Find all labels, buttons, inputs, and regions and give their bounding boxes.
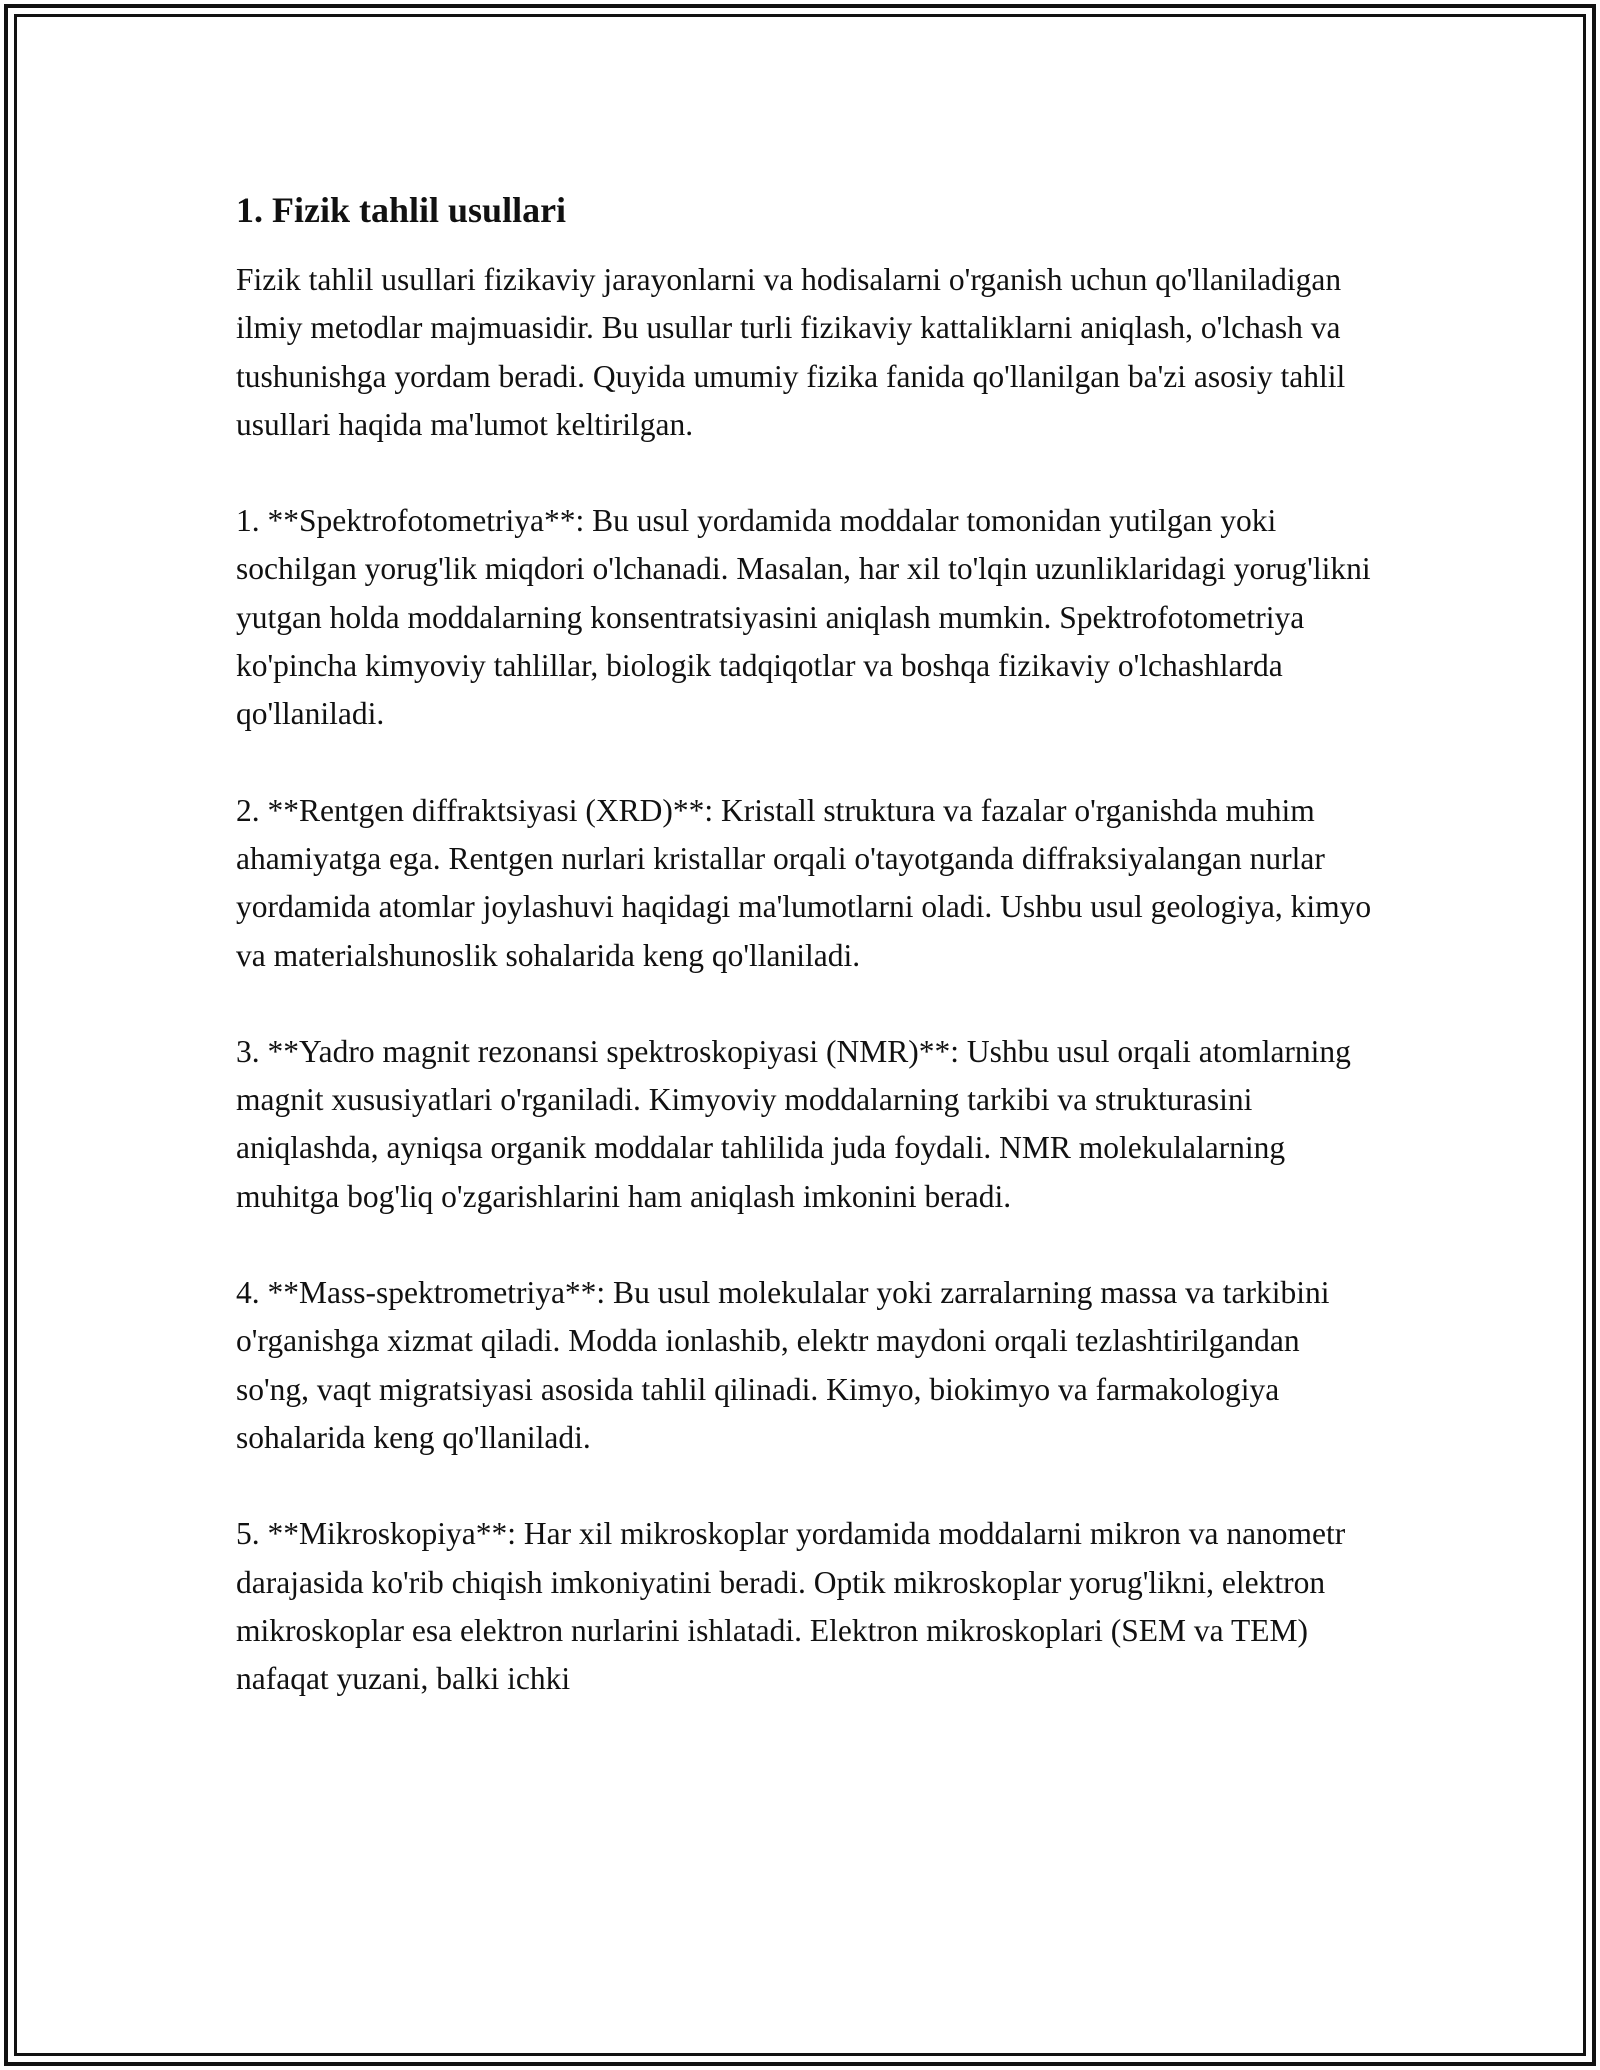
section-heading: 1. Fizik tahlil usullari — [236, 190, 567, 230]
method-xrd-paragraph: 2. **Rentgen diffraktsiyasi (XRD)**: Kristall struktura va fazalar o'rganishda muhim ahamiyatga ega. Rentgen nurlari kristallar orqali o'tayotganda diffraksiyalangan nurlar yordamida atomlar joylashuvi haqidagi ma'lumotlarni oladi. Ushbu usul geologiya, kimyo va materialshunoslik sohalarida keng qo'llaniladi. — [236, 792, 1372, 973]
method-mikroskopiya-paragraph: 5. **Mikroskopiya**: Har xil mikroskoplar yordamida moddalarni mikron va nanometr darajasida ko'rib chiqish imkoniyatini beradi. Optik mikroskoplar yorug'likni, elektron mikroskoplar esa elektron nurlarini ishlatadi. Elektron mikroskoplari (SEM va TEM) nafaqat yuzani, balki ichki — [236, 1516, 1346, 1697]
method-mass-spektrometriya-paragraph: 4. **Mass-spektrometriya**: Bu usul molekulalar yoki zarralarning massa va tarkibini o'rganishga xizmat qiladi. Modda ionlashib, elektr maydoni orqali tezlashtirilgandan so'ng, vaqt migratsiyasi asosida tahlil qilinadi. Kimyo, biokimyo va farmakologiya sohalarida keng qo'llaniladi. — [236, 1275, 1330, 1455]
intro-paragraph: Fizik tahlil usullari fizikaviy jarayonlarni va hodisalarni o'rganish uchun qo'llaniladigan ilmiy metodlar majmuasidir. Bu usullar turli fizikaviy kattaliklarni aniqlash, o'lchash va tushunishga yordam beradi. Quyida umumiy fizika fanida qo'llanilgan ba'zi asosiy tahlil usullari haqida ma'lumot keltirilgan. — [236, 262, 1346, 442]
method-spektrofotometriya-paragraph: 1. **Spektrofotometriya**: Bu usul yordamida moddalar tomonidan yutilgan yoki sochilgan yorug'lik miqdori o'lchanadi. Masalan, har xil to'lqin uzunliklaridagi yorug'likni yutgan holda moddalarning konsentratsiyasini aniqlash mumkin. Spektrofotometriya ko'pincha kimyoviy tahlillar, biologik tadqiqotlar va boshqa fizikaviy o'lchashlarda qo'llaniladi. — [236, 503, 1371, 732]
document-body — [236, 186, 1376, 1703]
method-nmr-paragraph: 3. **Yadro magnit rezonansi spektroskopiyasi (NMR)**: Ushbu usul orqali atomlarning magnit xususiyatlari o'rganiladi. Kimyoviy moddalarning tarkibi va strukturasini aniqlashda, ayniqsa organik moddalar tahlilida juda foydali. NMR molekulalarning muhitga bog'liq o'zgarishlarini ham aniqlash imkonini beradi. — [236, 1033, 1351, 1214]
